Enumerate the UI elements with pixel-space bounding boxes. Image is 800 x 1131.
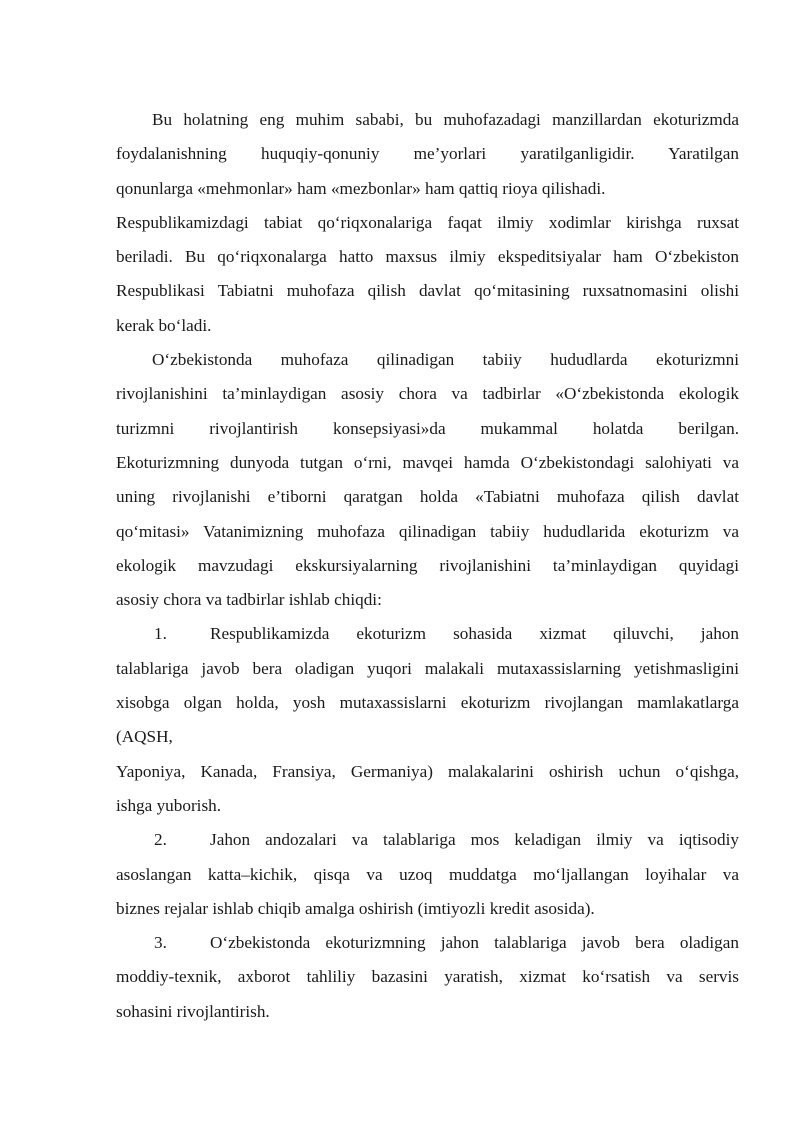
text-line: turizmni rivojlantirish konsepsiyasi»da mukammal holatda berilgan.	[116, 418, 739, 438]
list-item-2	[116, 823, 739, 926]
paragraph-1	[116, 103, 739, 343]
text-line: rivojlanishini ta’minlaydigan asosiy chora va tadbirlar «O‘zbekistonda ekologik	[116, 384, 739, 404]
text-line: O‘zbekistonda ekoturizmning jahon talablariga javob bera oladigan	[210, 933, 739, 953]
text-line: Respublikamizdagi tabiat qo‘riqxonalariga faqat ilmiy xodimlar kirishga ruxsat	[116, 212, 739, 232]
text-line: asosiy chora va tadbirlar ishlab chiqdi:	[116, 590, 382, 610]
text-line: asoslangan katta–kichik, qisqa va uzoq muddatga mo‘ljallangan loyihalar va	[116, 864, 739, 884]
list-item-3	[116, 926, 739, 1029]
text-line: Respublikasi Tabiatni muhofaza qilish davlat qo‘mitasining ruxsatnomasini olishi	[116, 281, 739, 301]
text-line: Ekoturizmning dunyoda tutgan o‘rni, mavqei hamda O‘zbekistondagi salohiyati va	[116, 452, 739, 472]
text-line: qo‘mitasi» Vatanimizning muhofaza qilinadigan tabiiy hududlarida ekoturizm va	[116, 521, 739, 541]
text-line: uning rivojlanishi e’tiborni qaratgan holda «Tabiatni muhofaza qilish davlat	[116, 487, 739, 507]
text-line: Respublikamizda ekoturizm sohasida xizmat qiluvchi, jahon	[210, 624, 739, 644]
text-line: kerak bo‘ladi.	[116, 315, 212, 335]
text-line: biznes rejalar ishlab chiqib amalga oshirish (imtiyozli kredit asosida).	[116, 898, 595, 918]
text-line: (AQSH,	[116, 727, 173, 747]
text-line: sohasini rivojlantirish.	[116, 1001, 270, 1021]
list-number: 3.	[154, 933, 167, 953]
text-line: Jahon andozalari va talablariga mos keladigan ilmiy va iqtisodiy	[210, 830, 739, 850]
paragraph-2	[116, 343, 739, 617]
text-line: O‘zbekistonda muhofaza qilinadigan tabiiy hududlarda ekoturizmni	[152, 350, 739, 370]
text-line: beriladi. Bu qo‘riqxonalarga hatto maxsus ilmiy ekspeditsiyalar ham O‘zbekiston	[116, 247, 739, 267]
text-line: moddiy-texnik, axborot tahliliy bazasini yaratish, xizmat ko‘rsatish va servis	[116, 967, 739, 987]
list-number: 2.	[154, 830, 167, 850]
list-number: 1.	[154, 624, 167, 644]
text-line: ekologik mavzudagi ekskursiyalarning rivojlanishini ta’minlaydigan quyidagi	[116, 555, 739, 575]
text-line: qonunlarga «mehmonlar» ham «mezbonlar» ham qattiq rioya qilishadi.	[116, 178, 606, 198]
text-line: talablariga javob bera oladigan yuqori malakali mutaxassislarning yetishmasligini	[116, 658, 739, 678]
text-line: foydalanishning huquqiy-qonuniy me’yorlari yaratilganligidir. Yaratilgan	[116, 144, 739, 164]
list-item-1	[116, 617, 739, 823]
text-line: Bu holatning eng muhim sababi, bu muhofazadagi manzillardan ekoturizmda	[152, 110, 739, 129]
document-page	[116, 103, 739, 1029]
text-line: xisobga olgan holda, yosh mutaxassislarni ekoturizm rivojlangan mamlakatlarga	[116, 693, 739, 713]
text-line: Yaponiya, Kanada, Fransiya, Germaniya) malakalarini oshirish uchun o‘qishga,	[116, 761, 739, 781]
text-line: ishga yuborish.	[116, 795, 222, 815]
